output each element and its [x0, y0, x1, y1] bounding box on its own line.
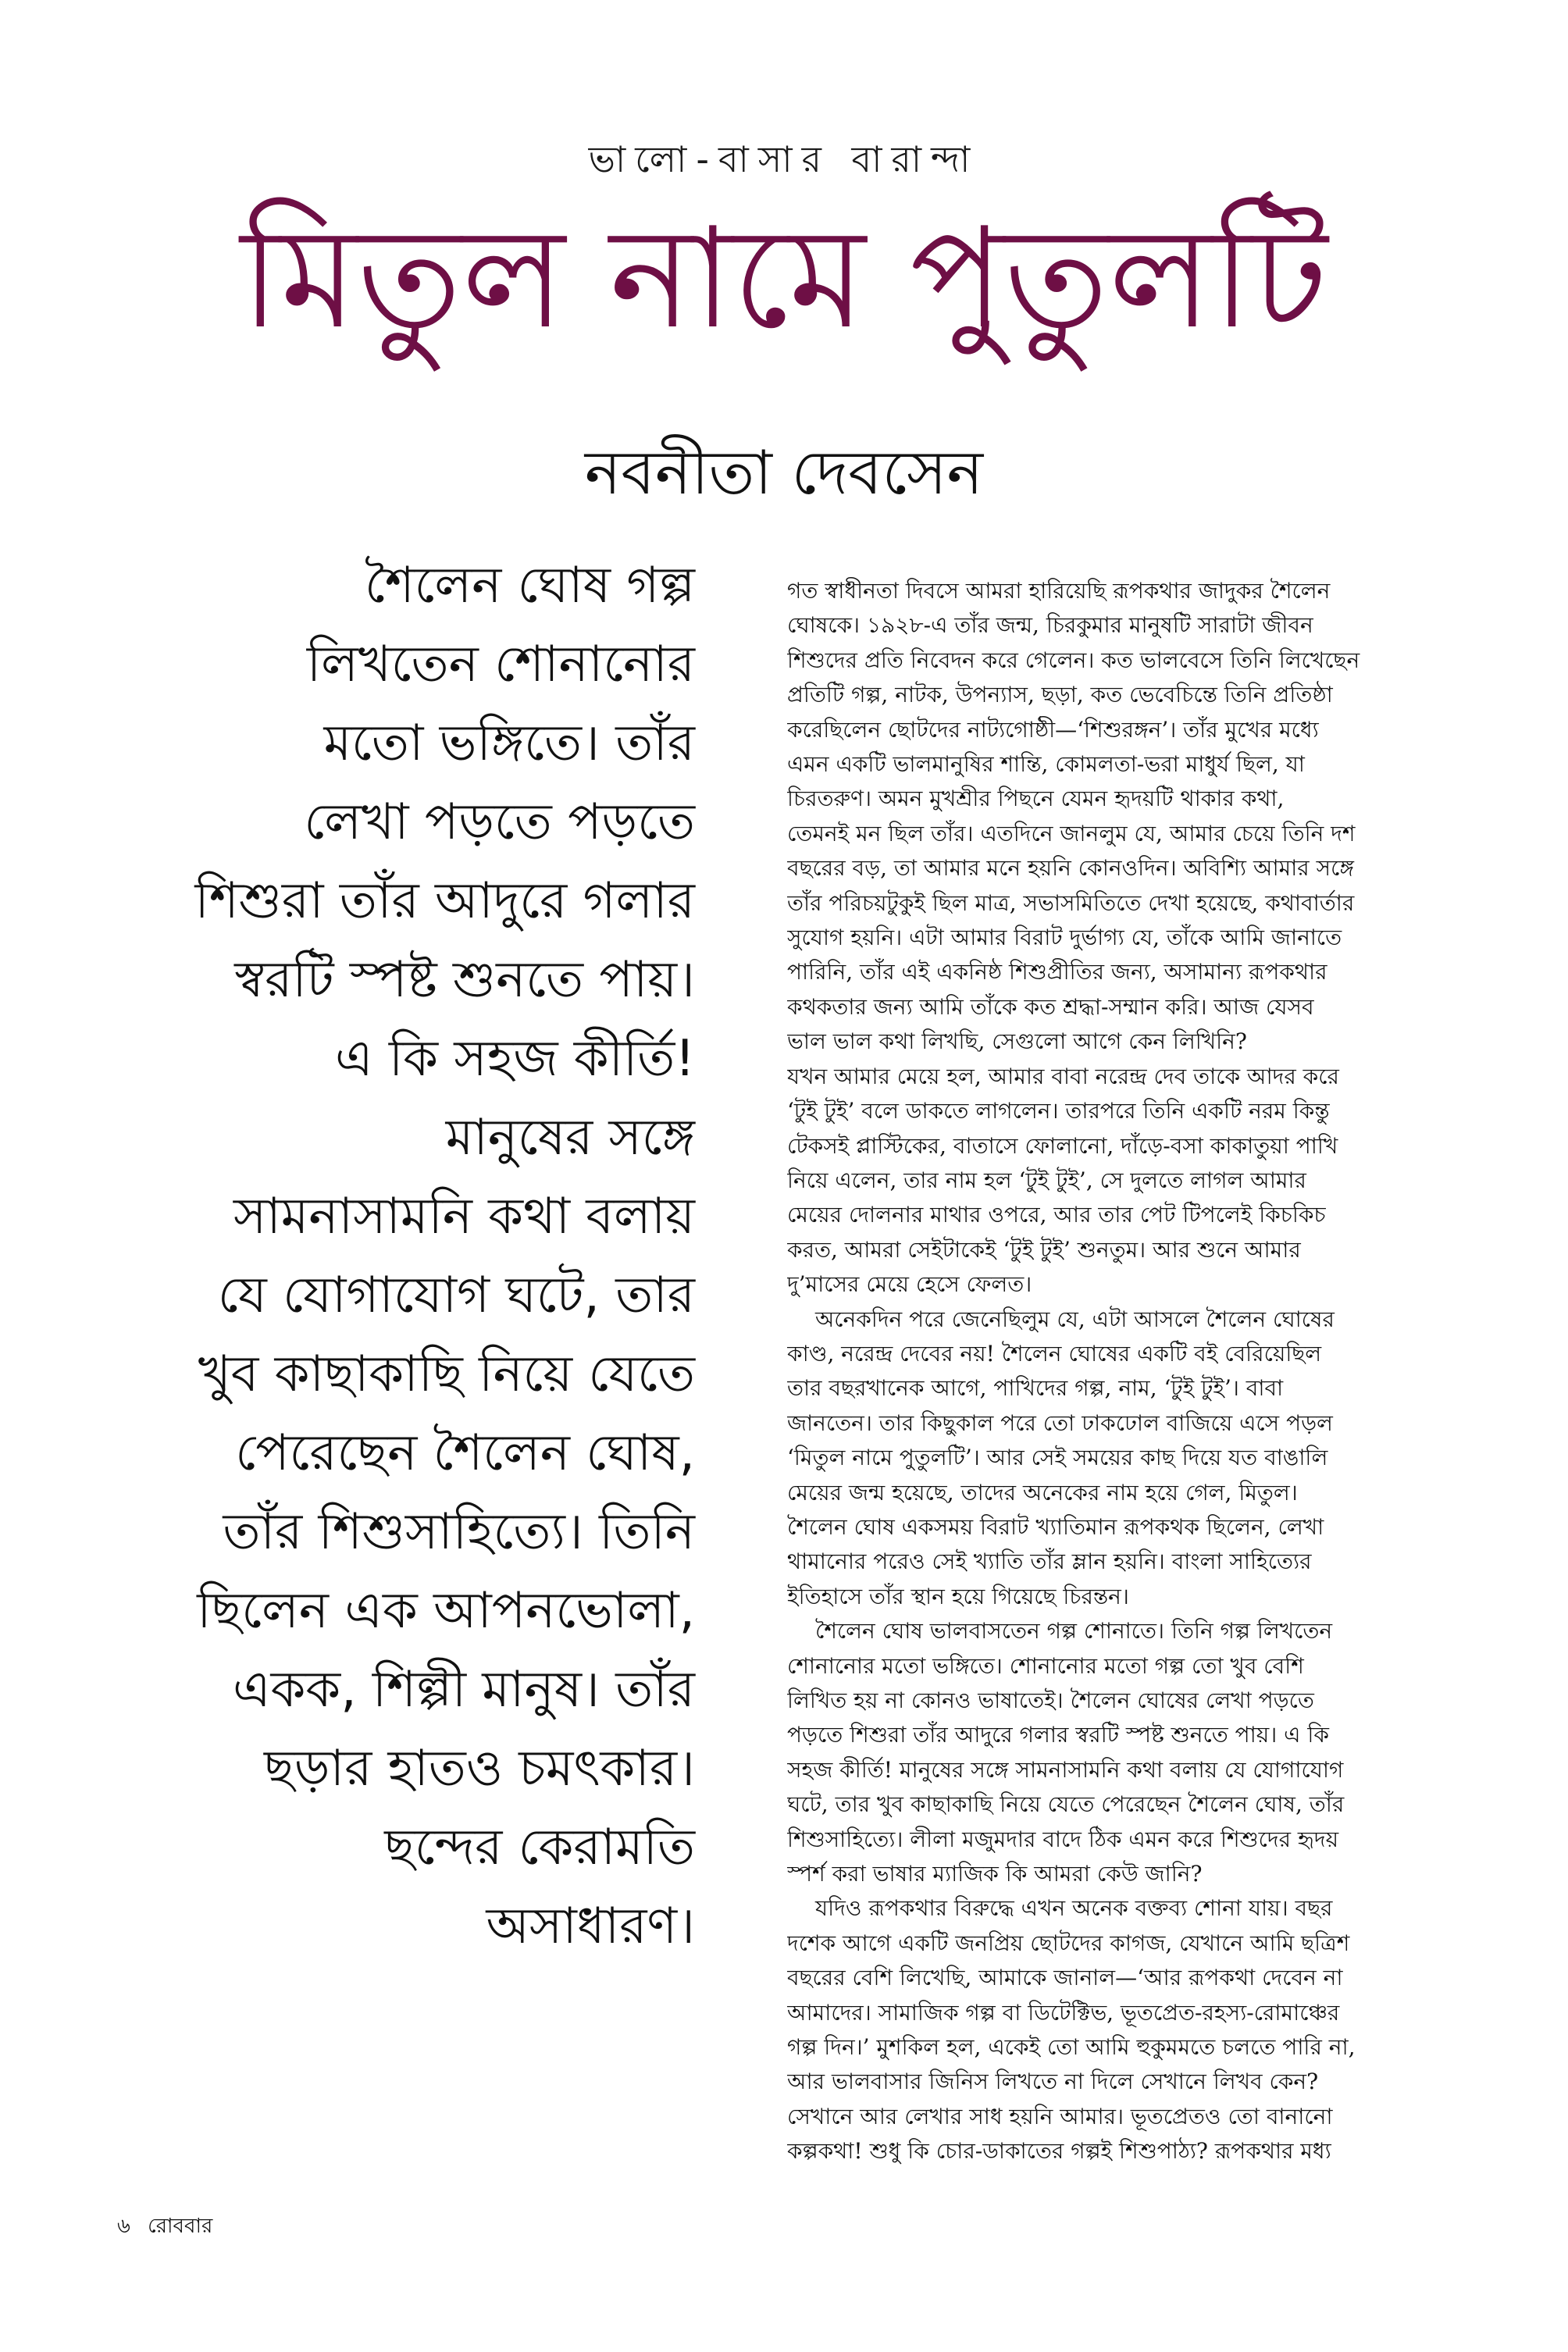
pull-quote-line: লেখা পড়তে পড়তে: [304, 793, 695, 851]
body-text-line: তাঁর পরিচয়টুকুই ছিল মাত্র, সভাসমিতিতে দেখা হয়েছে, কথাবার্তার: [787, 889, 1355, 916]
body-text-line: শৈলেন ঘোষ একসময় বিরাট খ্যাতিমান রূপকথক ছিলেন, লেখা: [787, 1513, 1324, 1540]
pull-quote-line: ছড়ার হাতও চমৎকার।: [264, 1740, 695, 1798]
pull-quote-line: তাঁর শিশুসাহিত্যে। তিনি: [223, 1503, 695, 1561]
author-name: নবনীতা দেবসেন: [584, 438, 984, 508]
body-text-line: পড়তে শিশুরা তাঁর আদুরে গলার স্বরটি স্পষ্ট শুনতে পায়। এ কি: [787, 1722, 1329, 1748]
pull-quote-line: মানুষের সঙ্গে: [445, 1109, 695, 1167]
body-text-line: পারিনি, তাঁর এই একনিষ্ঠ শিশুপ্রীতির জন্য, অসামান্য রূপকথার: [787, 959, 1327, 985]
body-text-line: ইতিহাসে তাঁর স্থান হয়ে গিয়েছে চিরন্তন।: [787, 1583, 1129, 1609]
pull-quote-line: পেরেছেন শৈলেন ঘোষ,: [235, 1424, 695, 1482]
body-text-line: ‘মিতুল নামে পুতুলটি’। আর সেই সময়ের কাছ দিয়ে যত বাঙালি: [787, 1445, 1328, 1471]
body-text-line: প্রতিটি গল্প, নাটক, উপন্যাস, ছড়া, কত ভেবেচিন্তে তিনি প্রতিষ্ঠা: [787, 682, 1333, 708]
pull-quote-line: মতো ভঙ্গিতে। তাঁর: [323, 715, 695, 772]
body-text-line: সুযোগ হয়নি। এটা আমার বিরাট দুর্ভাগ্য যে, তাঁকে আমি জানাতে: [787, 925, 1342, 951]
page-number: ৬: [117, 2215, 130, 2238]
body-text-line: টেকসই প্লাস্টিকের, বাতাসে ফোলানো, দাঁড়ে-বসা কাকাতুয়া পাখি: [787, 1132, 1338, 1159]
pull-quote-line: এ কি সহজ কীর্তি!: [334, 1030, 695, 1088]
body-text-line: যদিও রূপকথার বিরুদ্ধে এখন অনেক বক্তব্য শোনা যায়। বছর: [815, 1895, 1333, 1922]
body-text-line: ঘটে, তার খুব কাছাকাছি নিয়ে যেতে পেরেছেন শৈলেন ঘোষ, তাঁর: [787, 1791, 1345, 1818]
body-text-line: কাণ্ড, নরেন্দ্র দেবের নয়! শৈলেন ঘোষের একটি বই বেরিয়েছিল: [787, 1340, 1322, 1367]
pull-quote-line: ছন্দের কেরামতি: [384, 1819, 695, 1876]
body-text-line: সেখানে আর লেখার সাধ হয়নি আমার। ভূতপ্রেতও তো বানানো: [787, 2103, 1333, 2129]
body-text-line: থামানোর পরেও সেই খ্যাতি তাঁর ম্লান হয়নি। বাংলা সাহিত্যের: [787, 1548, 1312, 1575]
body-text-line: এমন একটি ভালমানুষির শান্তি, কোমলতা-ভরা মাধুর্য ছিল, যা: [787, 751, 1305, 778]
body-text-line: আমাদের। সামাজিক গল্প বা ডিটেক্টিভ, ভূতপ্রেত-রহস্য-রোমাঞ্চের: [787, 1999, 1340, 2026]
body-text-line: তার বছরখানেক আগে, পাখিদের গল্প, নাম, ‘টুই টুই’। বাবা: [787, 1375, 1284, 1402]
body-text-line: শিশুদের প্রতি নিবেদন করে গেলেন। কত ভালবেসে তিনি লিখেছেন: [787, 647, 1360, 673]
body-text-line: দশেক আগে একটি জনপ্রিয় ছোটদের কাগজ, যেখানে আমি ছত্রিশ: [787, 1930, 1350, 1956]
body-text-line: লিখিত হয় না কোনও ভাষাতেই। শৈলেন ঘোষের লেখা পড়তে: [787, 1687, 1314, 1713]
series-title: ভালো-বাসার বারান্দা: [588, 138, 980, 180]
body-text-line: ঘোষকে। ১৯২৮-এ তাঁর জন্ম, চিরকুমার মানুষটি সারাটা জীবন: [787, 612, 1313, 639]
pull-quote-line: শৈলেন ঘোষ গল্প: [364, 557, 695, 615]
pull-quote: [117, 547, 695, 1966]
article-title: মিতুল নামে পুতুলটি: [240, 198, 1328, 359]
body-text-line: কল্পকথা! শুধু কি চোর-ডাকাতের গল্পই শিশুপাঠ্য? রূপকথার মধ্য: [787, 2138, 1331, 2165]
body-text-line: করত, আমরা সেইটাকেই ‘টুই টুই’ শুনতুম। আর শুনে আমার: [787, 1236, 1301, 1263]
article-body: [787, 574, 1435, 2169]
body-text-line: গত স্বাধীনতা দিবসে আমরা হারিয়েছি রূপকথার জাদুকর শৈলেন: [787, 578, 1331, 604]
body-text-line: বছরের বেশি লিখেছি, আমাকে জানাল—‘আর রূপকথা দেবেন না: [787, 1965, 1343, 1991]
body-text-line: মেয়ের জন্ম হয়েছে, তাদের অনেকের নাম হয়ে গেল, মিতুল।: [787, 1479, 1298, 1506]
body-text-line: ‘টুই টুই’ বলে ডাকতে লাগলেন। তারপরে তিনি একটি নরম কিন্তু: [787, 1098, 1330, 1124]
body-text-line: স্পর্শ করা ভাষার ম্যাজিক কি আমরা কেউ জানি?: [787, 1861, 1203, 1887]
body-text-line: সহজ কীর্তি! মানুষের সঙ্গে সামনাসামনি কথা বলায় যে যোগাযোগ: [787, 1756, 1344, 1783]
body-text-line: নিয়ে এলেন, তার নাম হল ‘টুই টুই’, সে দুলতে লাগল আমার: [787, 1167, 1306, 1193]
body-text-line: গল্প দিন।’ মুশকিল হল, একেই তো আমি হুকুমমতে চলতে পারি না,: [787, 2034, 1356, 2061]
pull-quote-line: একক, শিল্পী মানুষ। তাঁর: [232, 1661, 695, 1719]
body-text-line: মেয়ের দোলনার মাথার ওপরে, আর তার পেট টিপলেই কিচকিচ: [787, 1202, 1326, 1228]
body-text-line: শিশুসাহিত্যে। লীলা মজুমদার বাদে ঠিক এমন করে শিশুদের হৃদয়: [787, 1826, 1339, 1852]
body-text-line: ভাল ভাল কথা লিখছি, সেগুলো আগে কেন লিখিনি?: [787, 1028, 1247, 1055]
pull-quote-line: স্বরটি স্পষ্ট শুনতে পায়।: [234, 951, 695, 1009]
pull-quote-line: খুব কাছাকাছি নিয়ে যেতে: [198, 1345, 695, 1403]
pull-quote-line: অসাধারণ।: [486, 1898, 695, 1955]
body-text-line: জানতেন। তার কিছুকাল পরে তো ঢাকঢোল বাজিয়ে এসে পড়ল: [787, 1409, 1333, 1436]
publication-name: রোববার: [148, 2215, 213, 2238]
pull-quote-line: শিশুরা তাঁর আদুরে গলার: [194, 872, 695, 930]
body-text-line: করেছিলেন ছোটদের নাট্যগোষ্ঠী—‘শিশুরঙ্গন’। তাঁর মুখের মধ্যে: [787, 716, 1319, 743]
pull-quote-line: লিখতেন শোনানোর: [306, 636, 695, 693]
body-text-line: বছরের বড়, তা আমার মনে হয়নি কোনওদিন। অবিশ্যি আমার সঙ্গে: [787, 855, 1354, 882]
body-text-line: চিরতরুণ। অমন মুখশ্রীর পিছনে যেমন হৃদয়টি থাকার কথা,: [787, 786, 1285, 812]
body-text-line: শোনানোর মতো ভঙ্গিতে। শোনানোর মতো গল্প তো খুব বেশি: [787, 1652, 1304, 1679]
body-text-line: শৈলেন ঘোষ ভালবাসতেন গল্প শোনাতে। তিনি গল্প লিখতেন: [815, 1618, 1333, 1645]
body-text-line: অনেকদিন পরে জেনেছিলুম যে, এটা আসলে শৈলেন ঘোষের: [815, 1306, 1335, 1332]
body-text-line: তেমনই মন ছিল তাঁর। এতদিনে জানলুম যে, আমার চেয়ে তিনি দশ: [787, 820, 1356, 846]
pull-quote-line: ছিলেন এক আপনভোলা,: [197, 1582, 695, 1640]
pull-quote-line: যে যোগাযোগ ঘটে, তার: [217, 1267, 695, 1324]
pull-quote-line: সামনাসামনি কথা বলায়: [233, 1188, 695, 1245]
body-text-line: কথকতার জন্য আমি তাঁকে কত শ্রদ্ধা-সম্মান করি। আজ যেসব: [787, 993, 1314, 1020]
body-text-line: দু’মাসের মেয়ে হেসে ফেলত।: [787, 1271, 1032, 1298]
page-footer: [117, 2210, 223, 2244]
body-text-line: আর ভালবাসার জিনিস লিখতে না দিলে সেখানে লিখব কেন?: [787, 2069, 1319, 2095]
body-text-line: যখন আমার মেয়ে হল, আমার বাবা নরেন্দ্র দেব তাকে আদর করে: [787, 1063, 1339, 1089]
